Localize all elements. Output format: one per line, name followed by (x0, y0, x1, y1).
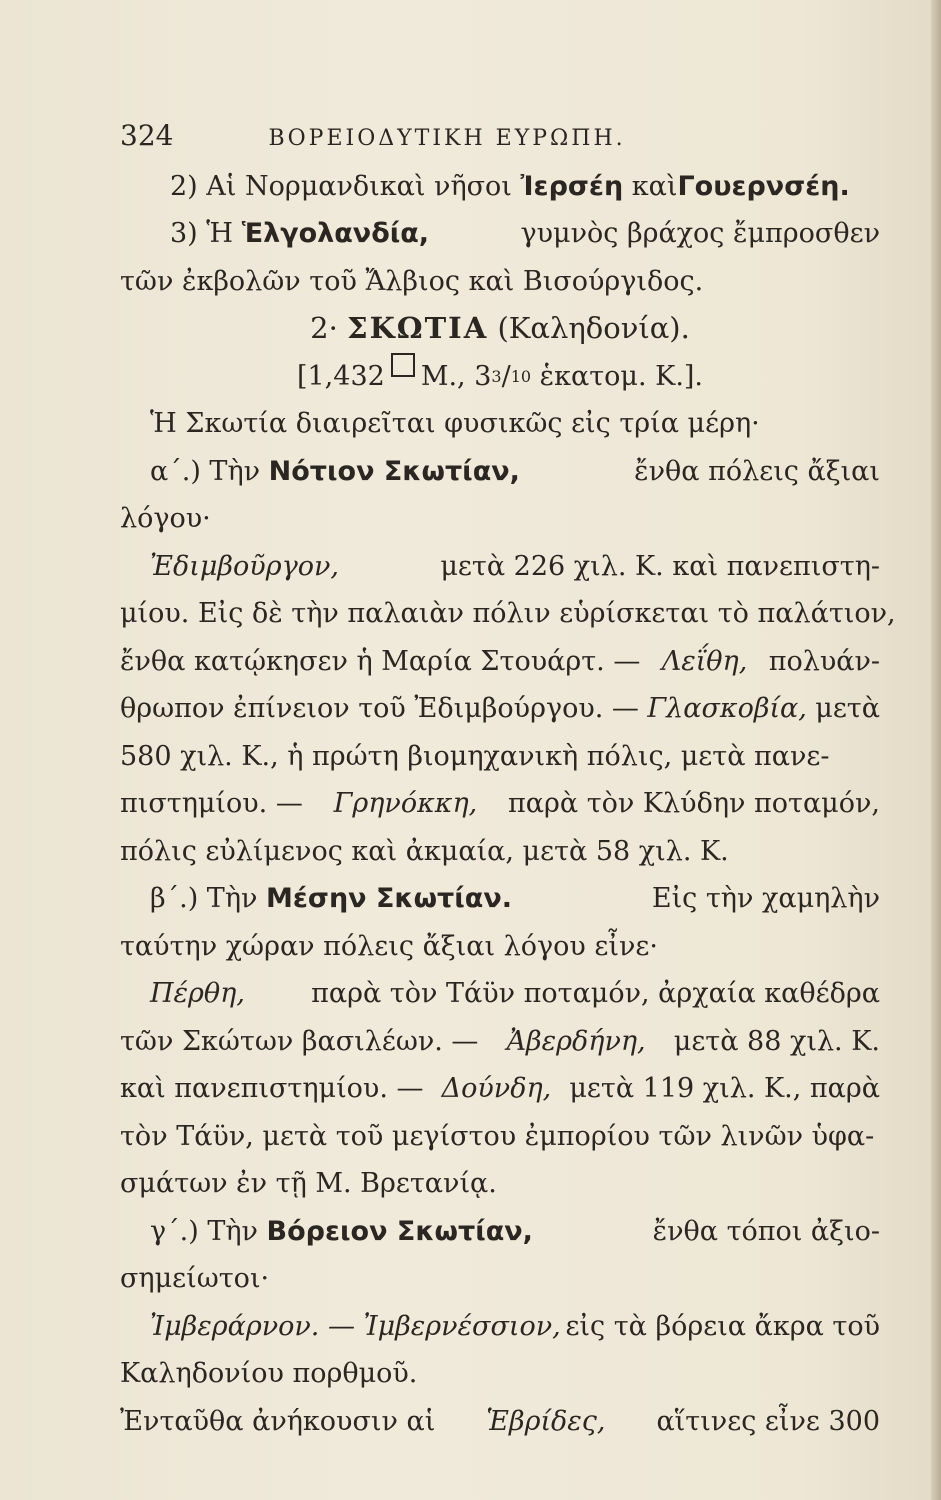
text-line: Ἰμβεράρνον. — Ἰμβερνέσσιον, εἰς τὰ βόρεια ἄκρα τοῦ (150, 1310, 880, 1342)
text-line: Ἐδιμβοῦργον, μετὰ 226 χιλ. Κ. καὶ πανεπιστη- (150, 550, 880, 582)
text-line: λόγου· (120, 503, 211, 534)
text-line: ταύτην χώραν πόλεις ἄξιαι λόγου εἶνε· (120, 930, 658, 962)
square-icon (391, 353, 415, 377)
text-line: Καληδονίου πορθμοῦ. (120, 1358, 418, 1389)
page-header (120, 112, 880, 163)
text-line: πιστημίου. — Γρηνόκκη, παρὰ τὸν Κλύδην ποταμόν, (120, 788, 880, 819)
text-line: σμάτων ἐν τῇ Μ. Βρετανίᾳ. (120, 1168, 497, 1199)
text-line: Ἡ Σκωτία διαιρεῖται φυσικῶς εἰς τρία μέρη· (150, 408, 760, 439)
section-stats: [1,432 Μ., 3 3 / 10 ἑκατομ. Κ.]. (120, 353, 880, 401)
text-line: θρωπον ἐπίνειον τοῦ Ἐδιμβούργου. — Γλασκοβία, μετὰ (120, 693, 880, 724)
text-line: πόλις εὐλίμενος καὶ ἀκμαία, μετὰ 58 χιλ. Κ. (120, 835, 729, 867)
text-line: 580 χιλ. Κ., ἡ πρώτη βιομηχανικὴ πόλις, μετὰ πανε- (120, 740, 830, 772)
page-number: 324 (120, 119, 174, 152)
text-line: 2) Αἱ Νορμανδικαὶ νῆσοι Ἰερσέη καὶ Γουερνσέη. (170, 170, 850, 202)
text-line: σημείωτοι· (120, 1263, 270, 1294)
text-line: Ἐνταῦθα ἀνήκουσιν αἱ Ἑβρίδες, αἵτινες εἶνε 300 (120, 1405, 880, 1437)
text-line: γ΄.) Τὴν Βόρειον Σκωτίαν, ἔνθα τόποι ἀξιο- (150, 1215, 880, 1247)
text-line: τῶν Σκώτων βασιλέων. — Ἀβερδήνη, μετὰ 88 χιλ. Κ. (120, 1025, 880, 1057)
running-head: ΒΟΡΕΙΟΔΥΤΙΚΗ ΕΥΡΩΠΗ. (268, 126, 626, 151)
text-line: τῶν ἐκβολῶν τοῦ Ἄλβιος καὶ Βισούργιδος. (120, 265, 704, 297)
text-line: ἔνθα κατῴκησεν ἡ Μαρία Στουάρτ. — Λεΐθη, πολυάν- (120, 645, 880, 677)
page-edge (931, 0, 941, 1500)
text-line: β΄.) Τὴν Μέσην Σκωτίαν. Εἰς τὴν χαμηλὴν (150, 883, 880, 914)
text-line: Πέρθη, παρὰ τὸν Τάϋν ποταμόν, ἀρχαία καθέδρα (150, 978, 880, 1009)
text-line: α΄.) Τὴν Νότιον Σκωτίαν, ἔνθα πόλεις ἄξιαι (150, 455, 880, 487)
text-line: τὸν Τάϋν, μετὰ τοῦ μεγίστου ἐμπορίου τῶν λινῶν ὑφα- (120, 1120, 875, 1152)
text-line: 3) Ἡ Ἑλγολανδία, γυμνὸς βράχος ἔμπροσθεν (170, 218, 880, 249)
text-line: μίου. Εἰς δὲ τὴν παλαιὰν πόλιν εὑρίσκεται τὸ παλάτιον, (120, 598, 896, 629)
section-title: 2· ΣΚΩΤΙΑ (Καληδονία). (310, 311, 690, 345)
text-line: καὶ πανεπιστημίου. — Δούνδη, μετὰ 119 χιλ. Κ., παρὰ (120, 1073, 880, 1104)
page-text (120, 112, 896, 1445)
